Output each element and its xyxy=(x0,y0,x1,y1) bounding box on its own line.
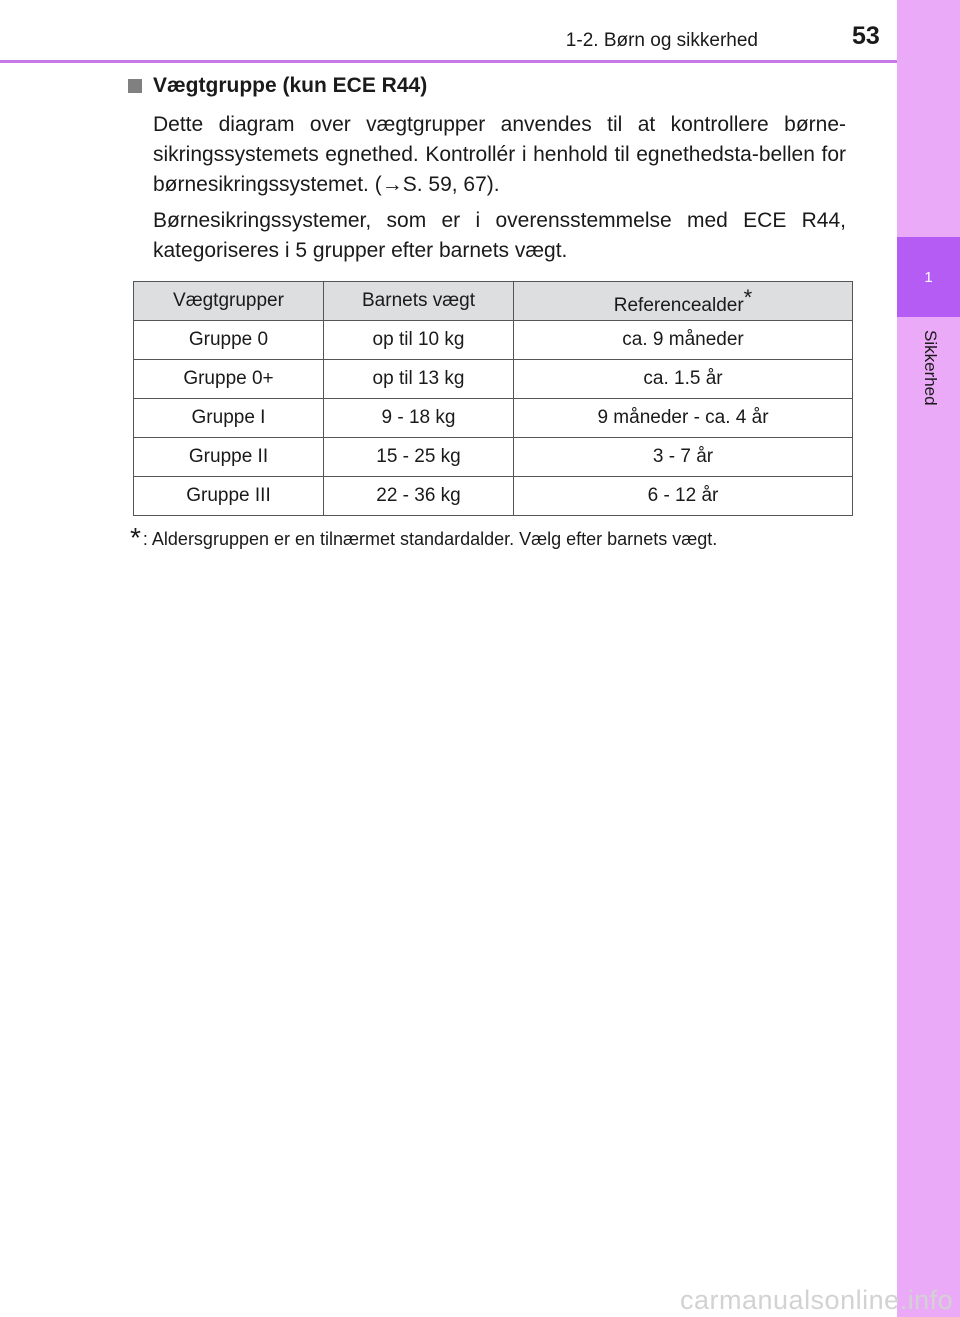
table-cell: Gruppe 0+ xyxy=(134,360,324,399)
table-cell: Gruppe III xyxy=(134,477,324,516)
column-header-label: Referencealder xyxy=(613,295,744,316)
footnote-text: : Aldersgruppen er en tilnærmet standardalder. Vælg efter barnets vægt. xyxy=(142,529,718,549)
table-row xyxy=(134,477,853,516)
footnote xyxy=(130,522,717,554)
table-row xyxy=(134,399,853,438)
table-cell: 3 - 7 år xyxy=(514,438,853,477)
column-header xyxy=(134,282,324,321)
side-band xyxy=(897,0,960,1317)
chapter-number: 1 xyxy=(924,268,933,286)
table-cell: Gruppe II xyxy=(134,438,324,477)
paragraph: Børnesikringssystemer, som er i overensstemmelse med ECE R44, kategoriseres i 5 grupper efter barnets vægt. xyxy=(153,209,846,262)
table-row xyxy=(134,438,853,477)
chapter-title: Sikkerhed xyxy=(921,330,940,406)
table-cell: 9 - 18 kg xyxy=(324,399,514,438)
chapter-tab[interactable] xyxy=(897,237,960,317)
section-heading-text: Vægtgruppe (kun ECE R44) xyxy=(153,74,428,97)
table-cell: 6 - 12 år xyxy=(514,477,853,516)
header-rule xyxy=(0,60,897,63)
column-header xyxy=(514,282,853,321)
table-row xyxy=(134,360,853,399)
table-cell: Gruppe I xyxy=(134,399,324,438)
table-cell: op til 10 kg xyxy=(324,321,514,360)
column-header-label: Barnets vægt xyxy=(362,290,475,311)
running-head: 1-2. Børn og sikkerhed xyxy=(565,30,758,51)
footnote-marker: * xyxy=(130,522,141,553)
table-header-row xyxy=(134,282,853,321)
table-cell: ca. 9 måneder xyxy=(514,321,853,360)
asterisk-marker: * xyxy=(743,285,753,310)
column-header xyxy=(324,282,514,321)
table-cell: ca. 1.5 år xyxy=(514,360,853,399)
square-bullet-icon xyxy=(128,79,142,93)
table-cell: Gruppe 0 xyxy=(134,321,324,360)
table-row xyxy=(134,321,853,360)
column-header-label: Vægtgrupper xyxy=(173,290,284,311)
paragraph: Dette diagram over vægtgrupper anvendes til at kontrollere børne-sikringssystemets egnethed. Kontrollér i henhold til egnethedsta-bellen for børnesikringssystemet. (→S. 59, 67). xyxy=(153,113,846,196)
table-cell: 9 måneder - ca. 4 år xyxy=(514,399,853,438)
table-cell: 22 - 36 kg xyxy=(324,477,514,516)
table-cell: 15 - 25 kg xyxy=(324,438,514,477)
table-cell: op til 13 kg xyxy=(324,360,514,399)
page-number: 53 xyxy=(852,22,880,50)
section-heading xyxy=(128,74,427,98)
watermark: carmanualsonline.info xyxy=(680,1285,954,1315)
weight-group-table xyxy=(133,281,853,516)
chapter-title-box xyxy=(897,330,960,470)
